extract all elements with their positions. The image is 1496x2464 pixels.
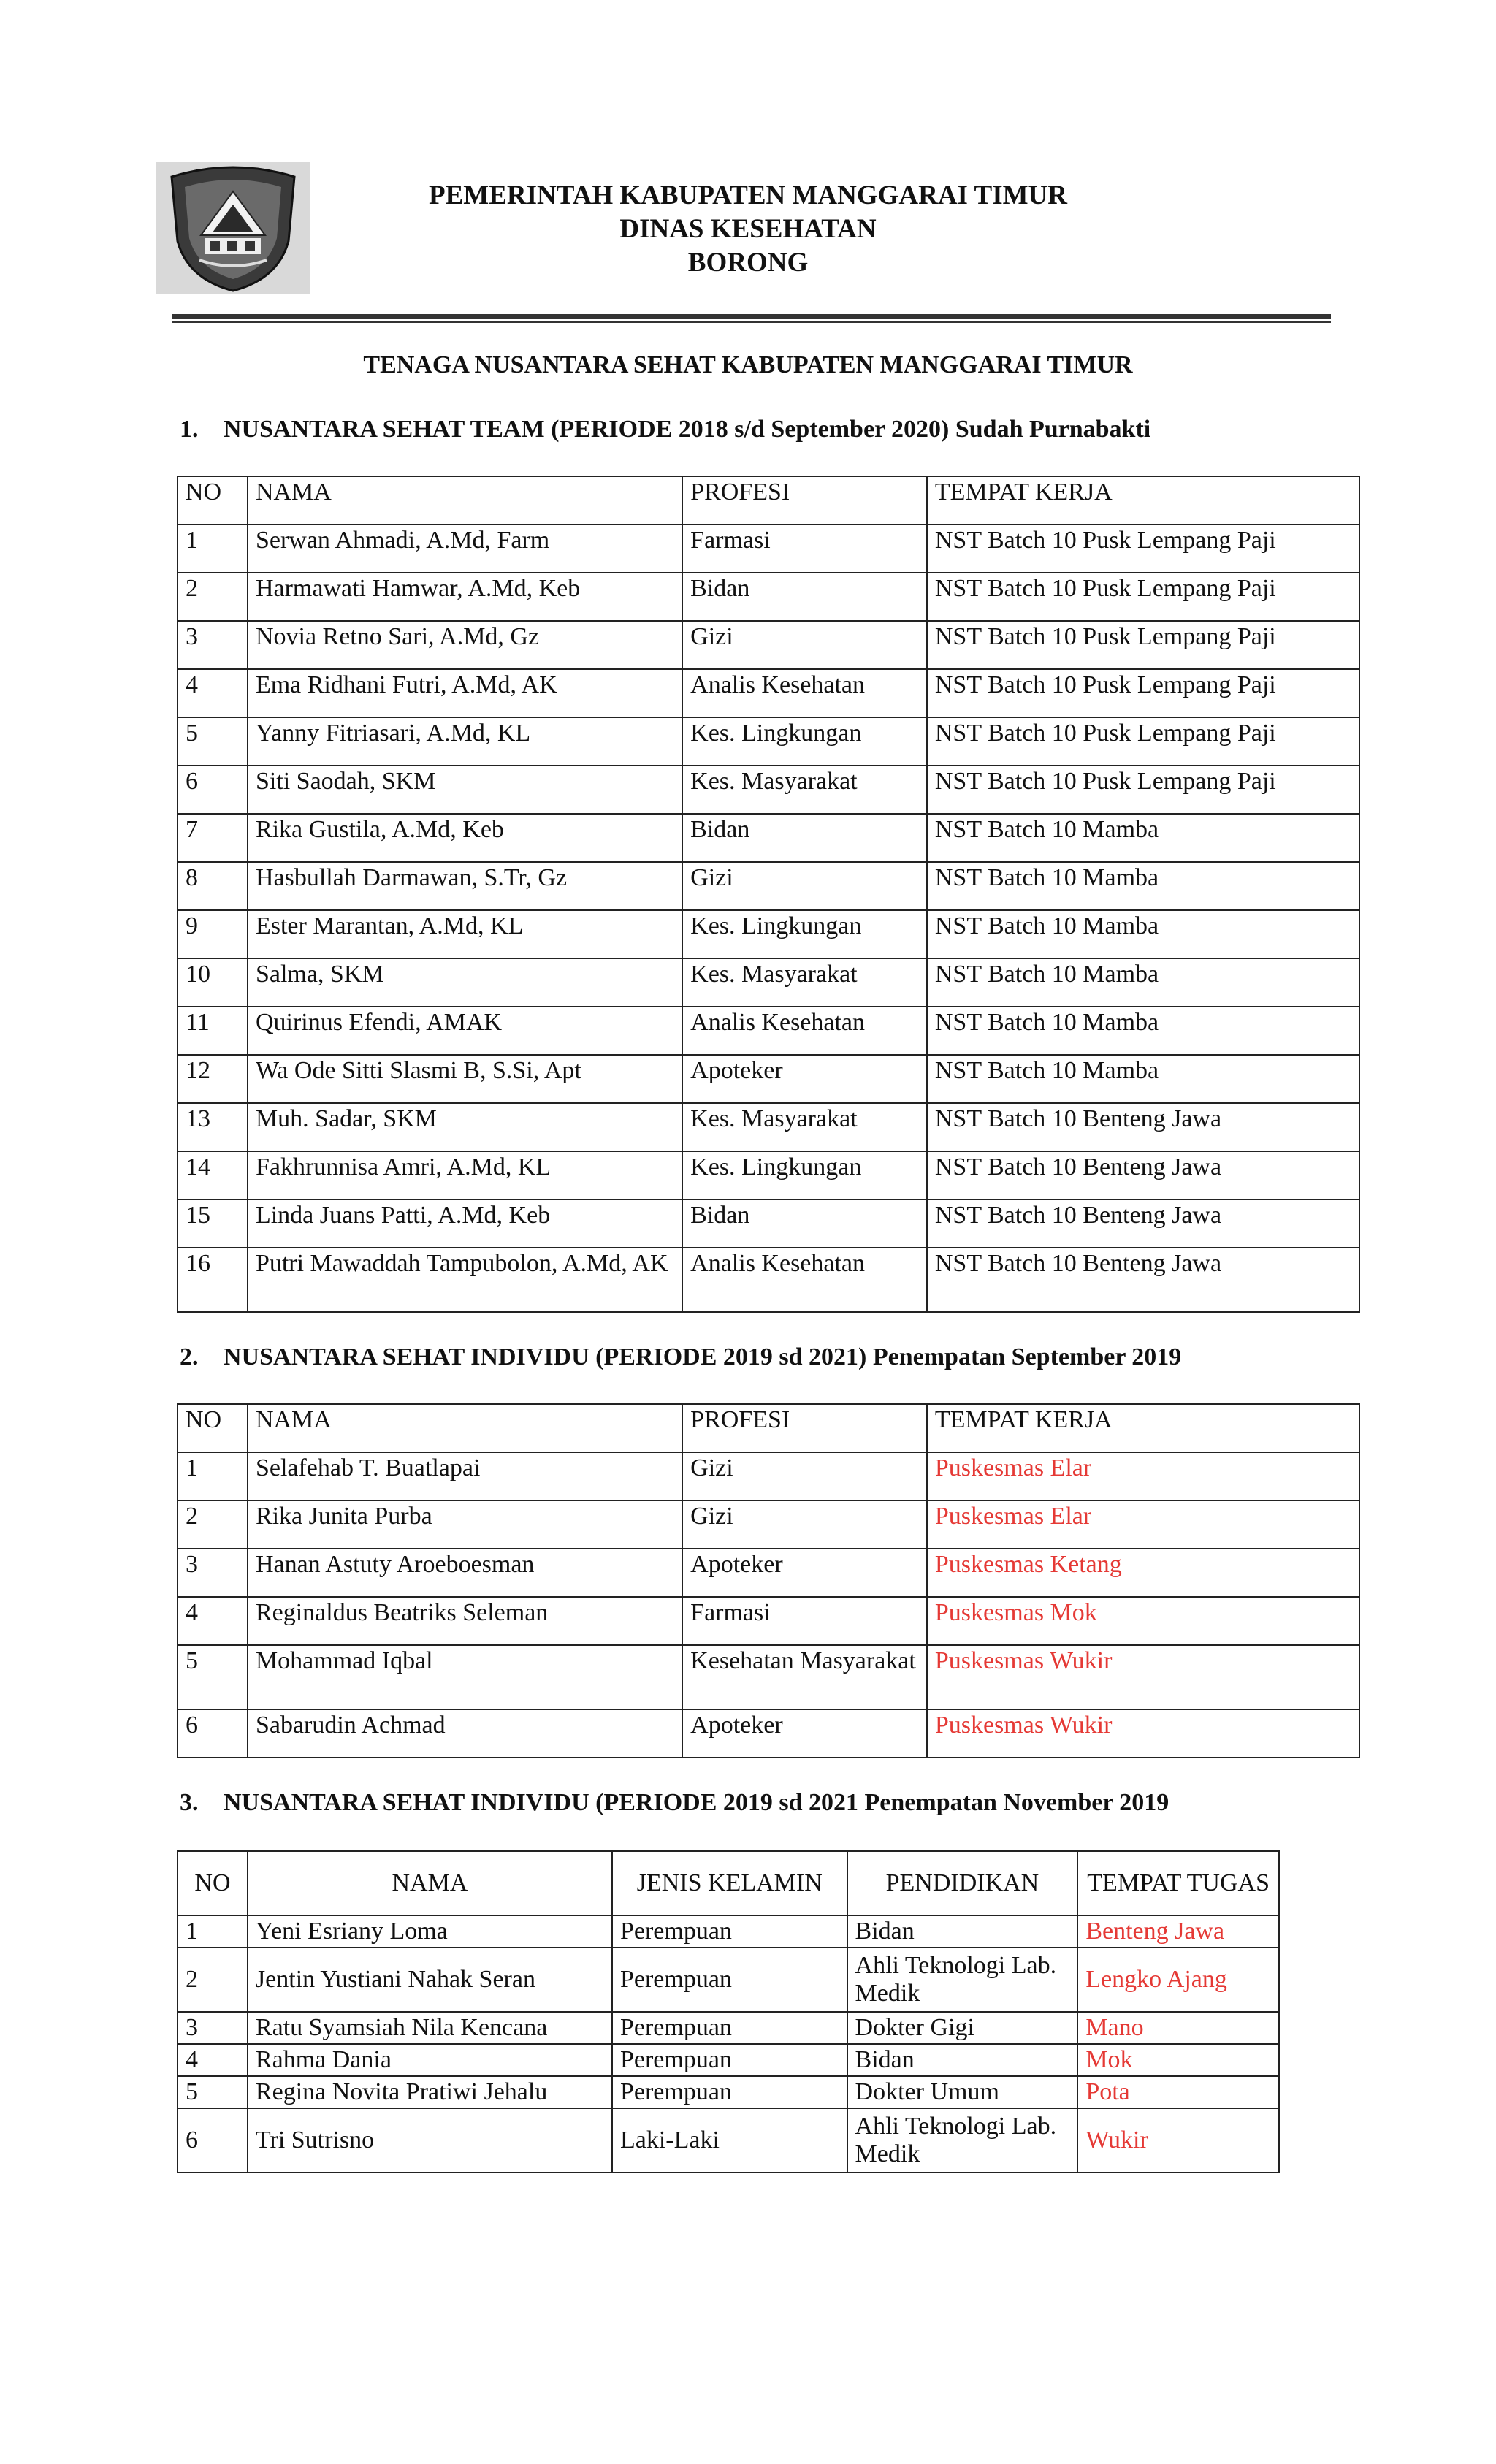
table-cell: Harmawati Hamwar, A.Md, Keb — [248, 573, 682, 621]
table-row — [178, 1709, 1359, 1758]
table-cell: NST Batch 10 Mamba — [927, 910, 1359, 958]
table-cell: Apoteker — [682, 1709, 927, 1758]
table-row — [178, 621, 1359, 669]
table-cell: Puskesmas Elar — [927, 1500, 1359, 1549]
table-cell: Perempuan — [612, 2044, 847, 2076]
section-2-number: 2. — [180, 1343, 199, 1370]
table-cell: Ema Ridhani Futri, A.Md, AK — [248, 669, 682, 717]
table-cell: Sabarudin Achmad — [248, 1709, 682, 1758]
table-cell: Siti Saodah, SKM — [248, 766, 682, 814]
section-1-heading — [180, 413, 1150, 446]
table-cell: Rahma Dania — [248, 2044, 612, 2076]
table-row — [178, 1151, 1359, 1199]
column-header: NO — [178, 1404, 248, 1452]
table-cell: Puskesmas Ketang — [927, 1549, 1359, 1597]
table-cell: NST Batch 10 Mamba — [927, 958, 1359, 1007]
table-row — [178, 1948, 1279, 2012]
document-title: TENAGA NUSANTARA SEHAT KABUPATEN MANGGARAI TIMUR — [363, 351, 1133, 378]
table-cell: 13 — [178, 1103, 248, 1151]
table-cell: 6 — [178, 2108, 248, 2173]
header-divider-thick — [172, 314, 1331, 319]
table-row — [178, 717, 1359, 766]
table-cell: Farmasi — [682, 1597, 927, 1645]
table-cell: Gizi — [682, 1500, 927, 1549]
table-cell: NST Batch 10 Benteng Jawa — [927, 1199, 1359, 1248]
table-row — [178, 1915, 1279, 1948]
table-cell: Puskesmas Wukir — [927, 1709, 1359, 1758]
table-cell: Selafehab T. Buatlapai — [248, 1452, 682, 1500]
section-3-title: NUSANTARA SEHAT INDIVIDU (PERIODE 2019 sd 2021 Penempatan November 2019 — [224, 1789, 1169, 1816]
column-header: NAMA — [248, 1404, 682, 1452]
column-header: PENDIDIKAN — [847, 1851, 1078, 1915]
table-cell: 7 — [178, 814, 248, 862]
table-cell: Wa Ode Sitti Slasmi B, S.Si, Apt — [248, 1055, 682, 1103]
table-cell: Kes. Masyarakat — [682, 1103, 927, 1151]
table-cell: NST Batch 10 Pusk Lempang Paji — [927, 669, 1359, 717]
column-header: TEMPAT KERJA — [927, 1404, 1359, 1452]
table-row — [178, 2076, 1279, 2108]
table-cell: Puskesmas Mok — [927, 1597, 1359, 1645]
header-line-1: PEMERINTAH KABUPATEN MANGGARAI TIMUR — [429, 180, 1067, 210]
table-row — [178, 1199, 1359, 1248]
table-cell: Apoteker — [682, 1549, 927, 1597]
table-cell: NST Batch 10 Benteng Jawa — [927, 1103, 1359, 1151]
table-cell: Mohammad Iqbal — [248, 1645, 682, 1709]
table-cell: Kesehatan Masyarakat — [682, 1645, 927, 1709]
table-cell: 1 — [178, 525, 248, 573]
section-2-title: NUSANTARA SEHAT INDIVIDU (PERIODE 2019 sd 2021) Penempatan September 2019 — [224, 1343, 1182, 1370]
table-row — [178, 1452, 1359, 1500]
table-cell: 10 — [178, 958, 248, 1007]
table-cell: Linda Juans Patti, A.Md, Keb — [248, 1199, 682, 1248]
table-row — [178, 2044, 1279, 2076]
table-cell: Kes. Masyarakat — [682, 958, 927, 1007]
column-header: TEMPAT TUGAS — [1077, 1851, 1279, 1915]
table-row — [178, 669, 1359, 717]
table-header-row — [178, 476, 1359, 525]
table-cell: Kes. Lingkungan — [682, 717, 927, 766]
table-cell: Gizi — [682, 1452, 927, 1500]
table-row — [178, 1055, 1359, 1103]
table-cell: NST Batch 10 Mamba — [927, 1007, 1359, 1055]
table-row — [178, 1248, 1359, 1312]
column-header: NAMA — [248, 476, 682, 525]
table-cell: NST Batch 10 Mamba — [927, 1055, 1359, 1103]
column-header: JENIS KELAMIN — [612, 1851, 847, 1915]
table-cell: Gizi — [682, 862, 927, 910]
table-cell: Benteng Jawa — [1077, 1915, 1279, 1948]
table-cell: Reginaldus Beatriks Seleman — [248, 1597, 682, 1645]
table-cell: NST Batch 10 Benteng Jawa — [927, 1248, 1359, 1312]
section-1-table — [177, 476, 1360, 1313]
table-cell: 1 — [178, 1915, 248, 1948]
table-cell: 12 — [178, 1055, 248, 1103]
table-cell: Kes. Lingkungan — [682, 1151, 927, 1199]
table-cell: NST Batch 10 Pusk Lempang Paji — [927, 717, 1359, 766]
table-cell: Kes. Lingkungan — [682, 910, 927, 958]
table-cell: Yeni Esriany Loma — [248, 1915, 612, 1948]
table-cell: Novia Retno Sari, A.Md, Gz — [248, 621, 682, 669]
table-cell: Tri Sutrisno — [248, 2108, 612, 2173]
table-cell: 6 — [178, 1709, 248, 1758]
table-header-row — [178, 1404, 1359, 1452]
table-cell: 15 — [178, 1199, 248, 1248]
column-header: NO — [178, 476, 248, 525]
table-cell: 6 — [178, 766, 248, 814]
table-cell: Regina Novita Pratiwi Jehalu — [248, 2076, 612, 2108]
table-cell: Puskesmas Elar — [927, 1452, 1359, 1500]
header-line-3: BORONG — [687, 248, 809, 278]
column-header: PROFESI — [682, 476, 927, 525]
header-line-2: DINAS KESEHATAN — [619, 214, 877, 244]
table-cell: Analis Kesehatan — [682, 669, 927, 717]
section-3-heading — [180, 1787, 1169, 1819]
table-cell: 4 — [178, 2044, 248, 2076]
table-cell: 9 — [178, 910, 248, 958]
table-cell: Dokter Umum — [847, 2076, 1078, 2108]
table-cell: Mok — [1077, 2044, 1279, 2076]
table-cell: Lengko Ajang — [1077, 1948, 1279, 2012]
table-cell: Analis Kesehatan — [682, 1248, 927, 1312]
table-cell: Hasbullah Darmawan, S.Tr, Gz — [248, 862, 682, 910]
table-cell: Ahli Teknologi Lab. Medik — [847, 1948, 1078, 2012]
table-cell: NST Batch 10 Pusk Lempang Paji — [927, 573, 1359, 621]
table-cell: NST Batch 10 Pusk Lempang Paji — [927, 766, 1359, 814]
table-cell: Apoteker — [682, 1055, 927, 1103]
table-row — [178, 1007, 1359, 1055]
table-row — [178, 1549, 1359, 1597]
column-header: NO — [178, 1851, 248, 1915]
table-cell: Pota — [1077, 2076, 1279, 2108]
table-row — [178, 2108, 1279, 2173]
table-cell: NST Batch 10 Pusk Lempang Paji — [927, 621, 1359, 669]
table-cell: NST Batch 10 Benteng Jawa — [927, 1151, 1359, 1199]
table-cell: NST Batch 10 Mamba — [927, 862, 1359, 910]
table-row — [178, 1597, 1359, 1645]
table-cell: 2 — [178, 1500, 248, 1549]
table-cell: Ester Marantan, A.Md, KL — [248, 910, 682, 958]
table-cell: Fakhrunnisa Amri, A.Md, KL — [248, 1151, 682, 1199]
table-cell: Puskesmas Wukir — [927, 1645, 1359, 1709]
table-cell: 3 — [178, 2012, 248, 2044]
table-cell: Hanan Astuty Aroeboesman — [248, 1549, 682, 1597]
table-row — [178, 862, 1359, 910]
table-cell: Laki-Laki — [612, 2108, 847, 2173]
table-cell: Perempuan — [612, 1915, 847, 1948]
table-cell: Serwan Ahmadi, A.Md, Farm — [248, 525, 682, 573]
section-3-number: 3. — [180, 1789, 199, 1816]
table-row — [178, 573, 1359, 621]
column-header: NAMA — [248, 1851, 612, 1915]
table-row — [178, 525, 1359, 573]
table-cell: Farmasi — [682, 525, 927, 573]
table-cell: Rika Junita Purba — [248, 1500, 682, 1549]
table-cell: Ratu Syamsiah Nila Kencana — [248, 2012, 612, 2044]
section-2-table — [177, 1403, 1360, 1758]
table-cell: 2 — [178, 573, 248, 621]
table-row — [178, 814, 1359, 862]
table-cell: 1 — [178, 1452, 248, 1500]
table-row — [178, 1500, 1359, 1549]
table-cell: 3 — [178, 621, 248, 669]
table-cell: Perempuan — [612, 1948, 847, 2012]
table-header-row — [178, 1851, 1279, 1915]
column-header: PROFESI — [682, 1404, 927, 1452]
table-cell: 8 — [178, 862, 248, 910]
table-row — [178, 2012, 1279, 2044]
section-3-table — [177, 1850, 1280, 2173]
table-cell: Rika Gustila, A.Md, Keb — [248, 814, 682, 862]
table-cell: 14 — [178, 1151, 248, 1199]
table-cell: NST Batch 10 Pusk Lempang Paji — [927, 525, 1359, 573]
table-cell: 5 — [178, 1645, 248, 1709]
table-cell: Yanny Fitriasari, A.Md, KL — [248, 717, 682, 766]
column-header: TEMPAT KERJA — [927, 476, 1359, 525]
table-cell: 11 — [178, 1007, 248, 1055]
table-cell: Mano — [1077, 2012, 1279, 2044]
table-cell: Muh. Sadar, SKM — [248, 1103, 682, 1151]
table-cell: Bidan — [847, 1915, 1078, 1948]
table-cell: 2 — [178, 1948, 248, 2012]
table-row — [178, 766, 1359, 814]
table-cell: Jentin Yustiani Nahak Seran — [248, 1948, 612, 2012]
table-cell: 16 — [178, 1248, 248, 1312]
table-cell: 5 — [178, 717, 248, 766]
table-cell: Quirinus Efendi, AMAK — [248, 1007, 682, 1055]
table-cell: Bidan — [847, 2044, 1078, 2076]
table-row — [178, 958, 1359, 1007]
table-cell: Bidan — [682, 1199, 927, 1248]
table-cell: Putri Mawaddah Tampubolon, A.Md, AK — [248, 1248, 682, 1312]
table-cell: Kes. Masyarakat — [682, 766, 927, 814]
table-cell: Bidan — [682, 573, 927, 621]
table-row — [178, 1103, 1359, 1151]
table-cell: 4 — [178, 1597, 248, 1645]
table-cell: Perempuan — [612, 2012, 847, 2044]
table-row — [178, 1645, 1359, 1709]
table-cell: Analis Kesehatan — [682, 1007, 927, 1055]
section-1-number: 1. — [180, 416, 199, 443]
table-cell: Ahli Teknologi Lab. Medik — [847, 2108, 1078, 2173]
table-cell: Wukir — [1077, 2108, 1279, 2173]
table-cell: Bidan — [682, 814, 927, 862]
table-row — [178, 910, 1359, 958]
table-cell: Perempuan — [612, 2076, 847, 2108]
table-cell: 4 — [178, 669, 248, 717]
table-cell: Salma, SKM — [248, 958, 682, 1007]
section-1-title: NUSANTARA SEHAT TEAM (PERIODE 2018 s/d September 2020) Sudah Purnabakti — [224, 416, 1151, 443]
table-cell: 3 — [178, 1549, 248, 1597]
table-cell: 5 — [178, 2076, 248, 2108]
table-cell: Dokter Gigi — [847, 2012, 1078, 2044]
table-cell: Gizi — [682, 621, 927, 669]
header-divider-thin — [172, 321, 1331, 323]
section-2-heading — [180, 1341, 1181, 1373]
table-cell: NST Batch 10 Mamba — [927, 814, 1359, 862]
